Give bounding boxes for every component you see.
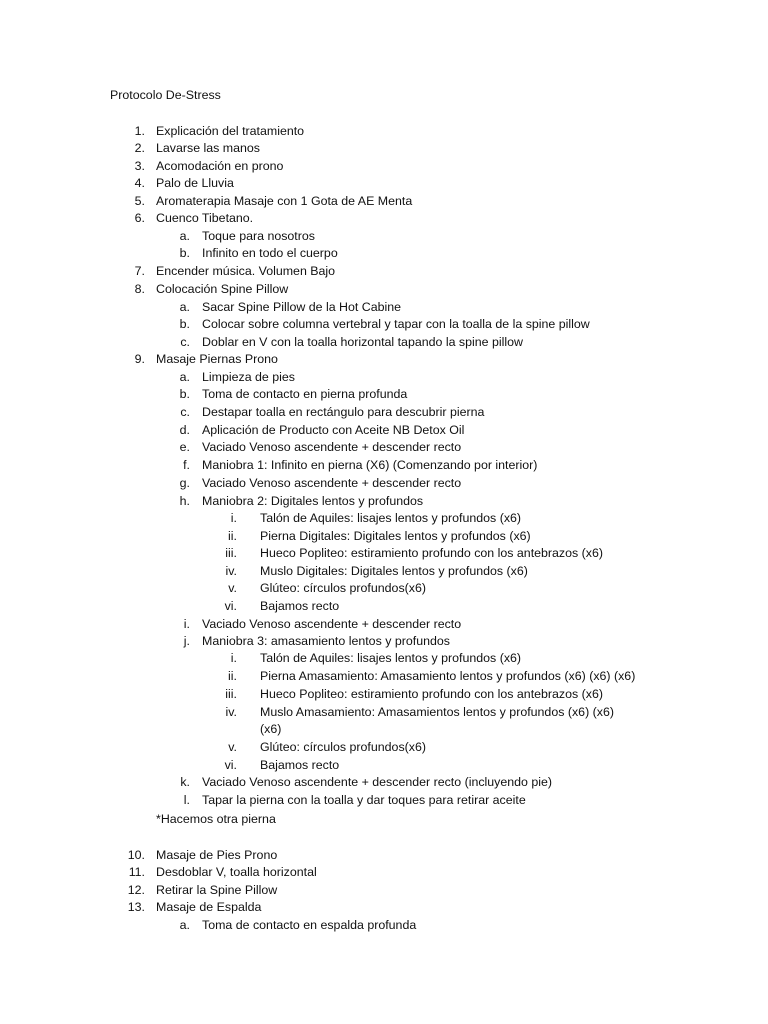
list-item xyxy=(0,544,768,562)
list-item-text: Hueco Popliteo: estiramiento profundo con los antebrazos (x6) xyxy=(260,546,603,560)
list-item-marker: b. xyxy=(179,246,190,260)
list-item xyxy=(0,791,768,809)
list-item-text: Masaje de Espalda xyxy=(156,900,262,914)
list-item-text: Explicación del tratamiento xyxy=(156,124,305,138)
list-item xyxy=(0,174,768,192)
list-item-marker: a. xyxy=(179,370,190,384)
list-item-text: Palo de Lluvia xyxy=(156,176,234,190)
list-item xyxy=(0,122,768,140)
list-item-text: Lavarse las manos xyxy=(156,141,260,155)
list-item-text: Pierna Digitales: Digitales lentos y profundos (x6) xyxy=(260,529,531,543)
list-item xyxy=(0,456,768,474)
list-item-text: Maniobra 3: amasamiento lentos y profundos xyxy=(202,634,450,648)
list-item-text: Infinito en todo el cuerpo xyxy=(202,246,338,260)
list-item-text: Aromaterapia Masaje con 1 Gota de AE Menta xyxy=(156,194,413,208)
list-item-text: Pierna Amasamiento: Amasamiento lentos y profundos (x6) (x6) (x6) xyxy=(260,669,636,683)
list-item-marker: e. xyxy=(179,440,190,454)
list-item-text: Sacar Spine Pillow de la Hot Cabine xyxy=(202,300,402,314)
list-item-marker: 11. xyxy=(128,865,145,879)
list-item-marker: h. xyxy=(179,494,190,508)
list-item xyxy=(0,492,768,510)
list-item xyxy=(0,632,768,650)
list-item xyxy=(0,262,768,280)
list-item-text: Masaje Piernas Prono xyxy=(156,352,278,366)
list-item-marker: iii. xyxy=(225,546,237,560)
list-item-text: Muslo Digitales: Digitales lentos y profundos (x6) xyxy=(260,564,528,578)
list-item-text: Vaciado Venoso ascendente + descender recto xyxy=(202,617,462,631)
note-text: *Hacemos otra pierna xyxy=(156,812,276,826)
list-item-marker: 4. xyxy=(134,176,145,190)
list-item-marker: b. xyxy=(179,387,190,401)
list-item-marker: 1. xyxy=(134,124,145,138)
list-item-marker: i. xyxy=(183,617,190,631)
list-item xyxy=(0,209,768,227)
list-item-text: Colocar sobre columna vertebral y tapar con la toalla de la spine pillow xyxy=(202,317,590,331)
list-item-marker: iv. xyxy=(225,564,237,578)
list-item-marker: j. xyxy=(183,634,190,648)
list-item xyxy=(0,509,768,527)
list-item-text: Desdoblar V, toalla horizontal xyxy=(156,865,317,879)
list-item-text: Toma de contacto en pierna profunda xyxy=(202,387,408,401)
list-item-marker: 7. xyxy=(134,264,145,278)
list-item-text: Glúteo: círculos profundos(x6) xyxy=(260,740,426,754)
list-item xyxy=(0,562,768,580)
list-item xyxy=(0,649,768,667)
list-item xyxy=(0,333,768,351)
list-item xyxy=(0,350,768,368)
list-item-marker: k. xyxy=(180,775,190,789)
list-item-marker: g. xyxy=(179,476,190,490)
list-item-text: Vaciado Venoso ascendente + descender recto xyxy=(202,440,462,454)
list-item xyxy=(0,898,768,916)
list-item-marker: a. xyxy=(179,229,190,243)
list-item-marker: iv. xyxy=(225,705,237,719)
list-item xyxy=(0,157,768,175)
list-item-text: Encender música. Volumen Bajo xyxy=(156,264,336,278)
list-item-text: Limpieza de pies xyxy=(202,370,295,384)
list-item-text: Masaje de Pies Prono xyxy=(156,848,278,862)
list-item-marker: c. xyxy=(180,405,190,419)
list-item xyxy=(0,244,768,262)
list-item xyxy=(0,368,768,386)
list-item xyxy=(0,685,768,703)
list-item xyxy=(0,385,768,403)
list-item xyxy=(0,298,768,316)
list-item-text: Retirar la Spine Pillow xyxy=(156,883,278,897)
list-item xyxy=(0,703,768,721)
list-item-text: Talón de Aquiles: lisajes lentos y profundos (x6) xyxy=(260,511,522,525)
list-item-text: Muslo Amasamiento: Amasamientos lentos y profundos (x6) (x6) xyxy=(260,705,614,719)
list-item-text: Tapar la pierna con la toalla y dar toques para retirar aceite xyxy=(202,793,526,807)
list-item-text: Hueco Popliteo: estiramiento profundo con los antebrazos (x6) xyxy=(260,687,603,701)
list-item-marker: 12. xyxy=(127,883,145,897)
list-item-text: Cuenco Tibetano. xyxy=(156,211,254,225)
list-item-marker: iii. xyxy=(225,687,237,701)
list-item-marker: vi. xyxy=(224,758,237,772)
list-item-marker: v. xyxy=(228,740,237,754)
list-item xyxy=(0,916,768,934)
list-item-text: Colocación Spine Pillow xyxy=(156,282,289,296)
list-item-marker: 8. xyxy=(134,282,145,296)
list-item-marker: l. xyxy=(183,793,190,807)
list-item-text: Maniobra 1: Infinito en pierna (X6) (Comenzando por interior) xyxy=(202,458,538,472)
list-item-text: Destapar toalla en rectángulo para descubrir pierna xyxy=(202,405,485,419)
list-item xyxy=(0,421,768,439)
list-item xyxy=(0,863,768,881)
list-item-text: Maniobra 2: Digitales lentos y profundos xyxy=(202,494,424,508)
list-item-marker: 6. xyxy=(134,211,145,225)
list-item-text: Aplicación de Producto con Aceite NB Detox Oil xyxy=(202,423,465,437)
list-item-marker: i. xyxy=(230,651,237,665)
list-item xyxy=(0,527,768,545)
list-item xyxy=(0,227,768,245)
list-item xyxy=(0,720,768,738)
document-title: Protocolo De-Stress xyxy=(110,88,221,102)
list-item-text: Acomodación en prono xyxy=(156,159,284,173)
list-item xyxy=(0,280,768,298)
list-item xyxy=(0,738,768,756)
list-item xyxy=(0,773,768,791)
list-item xyxy=(0,846,768,864)
list-item-text: Glúteo: círculos profundos(x6) xyxy=(260,581,426,595)
list-item xyxy=(0,403,768,421)
list-item-marker: ii. xyxy=(228,529,237,543)
list-item-text: Toque para nosotros xyxy=(202,229,315,243)
list-item-marker: 10. xyxy=(127,848,145,862)
list-item-marker: f. xyxy=(183,458,190,472)
list-item xyxy=(0,579,768,597)
list-item-marker: v. xyxy=(228,581,237,595)
list-item-marker: b. xyxy=(179,317,190,331)
list-item xyxy=(0,474,768,492)
list-item xyxy=(0,139,768,157)
list-item-marker: i. xyxy=(230,511,237,525)
list-item xyxy=(0,881,768,899)
list-item-text: Vaciado Venoso ascendente + descender recto (incluyendo pie) xyxy=(202,775,553,789)
list-item xyxy=(0,597,768,615)
list-item-text: Bajamos recto xyxy=(260,599,340,613)
list-item-text: Doblar en V con la toalla horizontal tapando la spine pillow xyxy=(202,335,523,349)
list-item xyxy=(0,615,768,633)
list-item-marker: 5. xyxy=(134,194,145,208)
list-item-marker: 13. xyxy=(127,900,145,914)
list-item xyxy=(0,438,768,456)
list-item xyxy=(0,667,768,685)
list-item xyxy=(0,192,768,210)
list-item xyxy=(0,756,768,774)
list-item-marker: c. xyxy=(180,335,190,349)
list-item-marker: a. xyxy=(179,918,190,932)
list-item-text: Toma de contacto en espalda profunda xyxy=(202,918,417,932)
list-item-text: (x6) xyxy=(260,722,282,736)
list-item-text: Vaciado Venoso ascendente + descender recto xyxy=(202,476,462,490)
list-item-marker: d. xyxy=(179,423,190,437)
list-item-marker: 9. xyxy=(134,352,145,366)
list-item xyxy=(0,315,768,333)
list-item-marker: vi. xyxy=(224,599,237,613)
list-item-text: Bajamos recto xyxy=(260,758,340,772)
list-item-marker: ii. xyxy=(228,669,237,683)
list-item-text: Talón de Aquiles: lisajes lentos y profundos (x6) xyxy=(260,651,522,665)
list-item-marker: a. xyxy=(179,300,190,314)
list-item-marker: 3. xyxy=(134,159,145,173)
list-item-marker: 2. xyxy=(134,141,145,155)
